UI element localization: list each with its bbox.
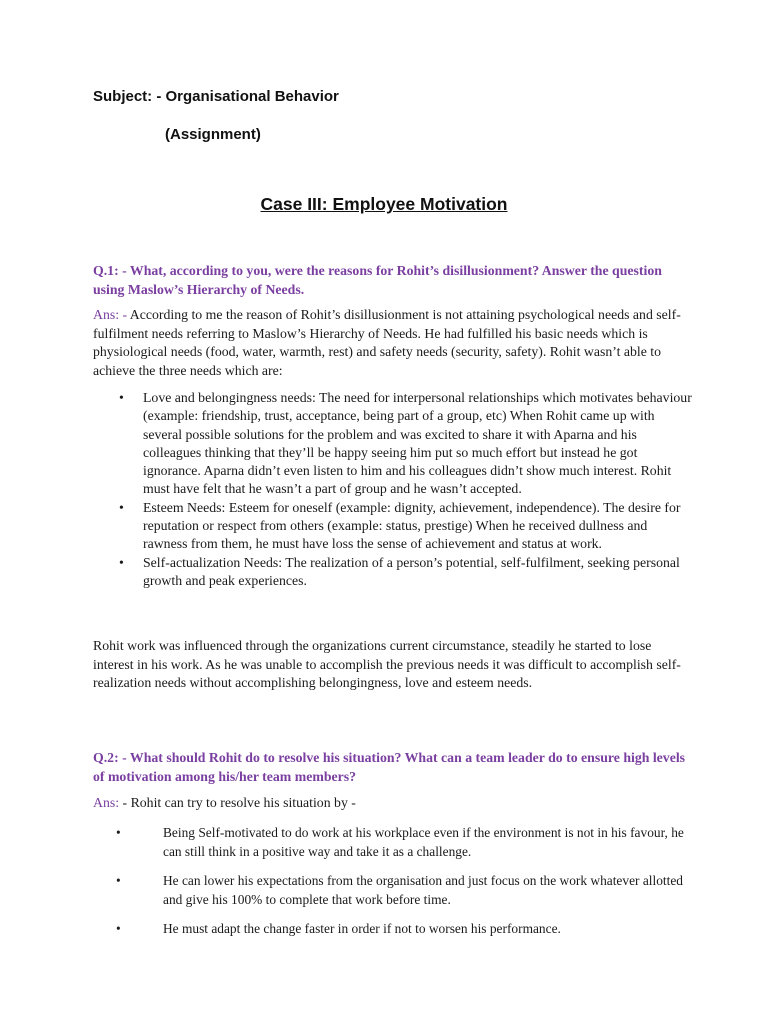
bullet-icon: • xyxy=(116,825,121,840)
answer-1-paragraph xyxy=(93,306,683,380)
list-item xyxy=(93,871,693,909)
list-item xyxy=(93,919,693,938)
case-title: Case III: Employee Motivation xyxy=(260,194,508,214)
list-item-text: Being Self-motivated to do work at his workplace even if the environment is not in his favour, he can still think in a positive way and take it as a challenge. xyxy=(163,825,684,859)
list-item-text: Esteem Needs: Esteem for oneself (example: dignity, achievement, independence). The desire for reputation or respect from others (example: status, prestige) When he received dullness and rawness from them, he must have loss the sense of achievement and status at work. xyxy=(143,499,681,552)
bullet-icon: • xyxy=(119,390,124,405)
answer-1-bullet-list xyxy=(93,389,693,590)
bullet-icon: • xyxy=(116,921,121,936)
list-item xyxy=(93,823,693,861)
answer-2-text: - Rohit can try to resolve his situation by - xyxy=(119,795,356,810)
list-item-text: He must adapt the change faster in order if not to worsen his performance. xyxy=(163,921,561,936)
question-1: Q.1: - What, according to you, were the reasons for Rohit’s disillusionment? Answer the question using Maslow’s Hierarchy of Needs. xyxy=(93,263,662,297)
list-item-text: Self-actualization Needs: The realization of a person’s potential, self-fulfilment, seeking personal growth and peak experiences. xyxy=(143,554,680,588)
answer-2-bullet-list xyxy=(93,823,693,948)
bullet-icon: • xyxy=(116,873,121,888)
bullet-icon: • xyxy=(119,499,124,515)
list-item-text: He can lower his expectations from the organisation and just focus on the work whatever allotted and give his 100% to complete that work before time. xyxy=(163,873,683,907)
list-item xyxy=(93,554,693,591)
answer-2-label: Ans: xyxy=(93,795,120,810)
list-item xyxy=(93,499,693,554)
subject-line: Subject: - Organisational Behavior xyxy=(93,88,339,105)
assignment-label: (Assignment) xyxy=(165,126,261,143)
answer-1-text: According to me the reason of Rohit’s disillusionment is not attaining psychological needs and self-fulfilment needs referring to Maslow’s Hierarchy of Needs. He had fulfilled his basic needs which is physiological needs (food, water, warmth, rest) and safety needs (security, safety). Rohit wasn’t able to achieve the three needs which are: xyxy=(93,307,681,378)
answer-1-closing: Rohit work was influenced through the organizations current circumstance, steadily he started to lose interest in his work. As he was unable to accomplish the previous needs it was difficult to accomplish self-realization needs without accomplishing belongingness, love and esteem needs. xyxy=(93,638,681,690)
answer-2-paragraph xyxy=(93,794,683,813)
list-item xyxy=(93,389,693,499)
question-2: Q.2: - What should Rohit do to resolve his situation? What can a team leader do to ensure high levels of motivation among his/her team members? xyxy=(93,750,686,784)
answer-1-label: Ans: - xyxy=(93,307,128,322)
bullet-icon: • xyxy=(119,554,124,570)
list-item-text: Love and belongingness needs: The need for interpersonal relationships which motivates behaviour (example: friendship, trust, acceptance, being part of a group, etc) When Rohit came up with several possible solutions for the problem and was excited to share it with Aparna and his colleagues thinking that they’ll be happy seeing him put so much effort but instead he got ignorance. Aparna didn’t even listen to him and his colleagues didn’t show much interest. Rohit must have felt that he wasn’t a part of group and he wasn’t accepted. xyxy=(143,390,692,497)
